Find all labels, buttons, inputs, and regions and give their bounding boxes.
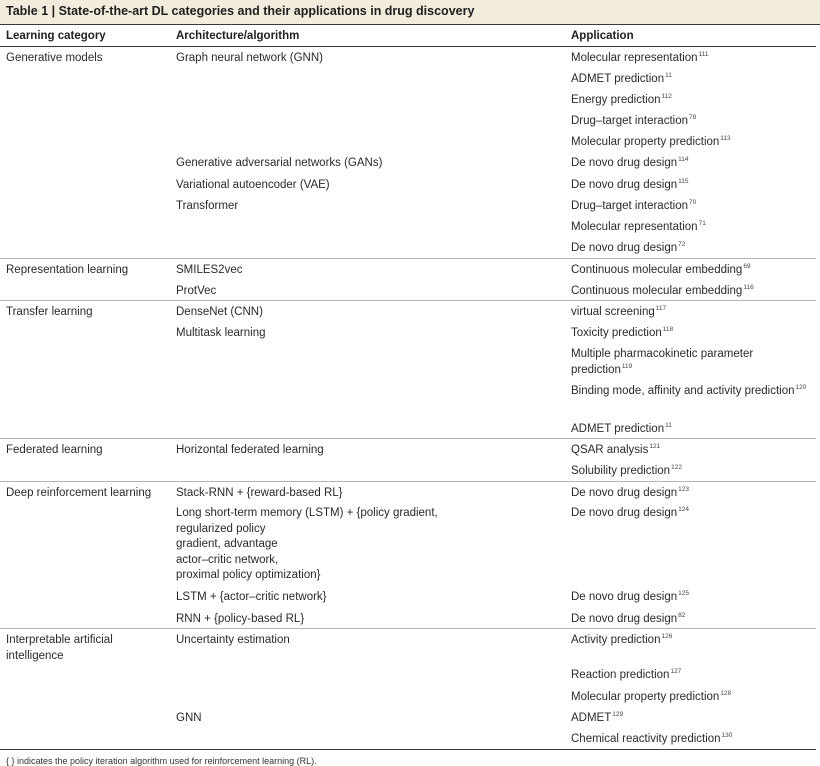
- cell-learning-category: [0, 152, 170, 173]
- table-row: [0, 131, 816, 152]
- cell-application: [565, 258, 816, 279]
- cell-architecture: RNN + {policy-based RL}: [176, 612, 305, 625]
- cell-application: [565, 216, 816, 237]
- reference-superscript: 78: [688, 114, 697, 122]
- cell-learning-category: [0, 343, 170, 380]
- table-row: [0, 707, 816, 728]
- cell-application: [565, 664, 816, 685]
- table-row: [0, 195, 816, 216]
- table-row: [0, 322, 816, 343]
- cell-application: [565, 110, 816, 131]
- cell-learning-category: [0, 322, 170, 343]
- application-text: Reaction prediction: [571, 669, 670, 682]
- cell-application: [565, 460, 816, 481]
- table-row: [0, 586, 816, 607]
- cell-learning-category: Representation learning: [0, 258, 170, 279]
- cell-application: [565, 301, 816, 322]
- table-row: [0, 728, 816, 749]
- cell-learning-category: Interpretable artificial intelligence: [0, 629, 170, 665]
- table-row: [0, 174, 816, 195]
- table-row: [0, 237, 816, 258]
- cell-architecture: [170, 380, 565, 417]
- cell-learning-category: [0, 460, 170, 481]
- application-text: De novo drug design: [571, 242, 678, 255]
- reference-superscript: 125: [678, 590, 689, 598]
- cell-application: [565, 380, 816, 417]
- column-header-learning-category: Learning category: [0, 25, 170, 47]
- table-row: [0, 418, 816, 439]
- cell-learning-category: [0, 89, 170, 110]
- cell-architecture: Long short-term memory (LSTM) + {policy gradient, regularized policy gradient, advantage actor–critic network, proximal policy optimization}: [176, 507, 438, 582]
- cell-architecture: [170, 686, 565, 707]
- table-row: [0, 216, 816, 237]
- table-row: [0, 686, 816, 707]
- cell-architecture: [170, 728, 565, 749]
- application-text: Molecular representation: [571, 52, 698, 64]
- cell-application: [565, 586, 816, 607]
- cell-application: [565, 237, 816, 258]
- application-text: virtual screening: [571, 306, 655, 319]
- cell-learning-category: Generative models: [6, 52, 103, 64]
- header-row: [0, 25, 816, 47]
- cell-architecture: Graph neural network (GNN): [176, 52, 323, 64]
- cell-application: [565, 152, 816, 173]
- cell-application: [565, 686, 816, 707]
- cell-application: [565, 439, 816, 460]
- cell-architecture: [170, 664, 565, 685]
- cell-architecture: Generative adversarial networks (GANs): [176, 157, 383, 170]
- reference-superscript: 117: [655, 305, 667, 313]
- reference-superscript: 128: [720, 689, 732, 697]
- cell-application: [565, 481, 816, 502]
- table-row: [0, 481, 816, 502]
- cell-application: [565, 322, 816, 343]
- table-footnote: { } indicates the policy iteration algorithm used for reinforcement learning (RL).: [6, 756, 317, 766]
- cell-learning-category: [0, 195, 170, 216]
- application-text: Drug–target interaction: [571, 115, 688, 128]
- cell-application: [565, 131, 816, 152]
- application-text: De novo drug design: [571, 486, 678, 499]
- cell-learning-category: [0, 216, 170, 237]
- application-text: Multiple pharmacokinetic parameter prediction: [571, 348, 754, 376]
- column-header-architecture: Architecture/algorithm: [170, 25, 565, 47]
- application-text: Toxicity prediction: [571, 326, 662, 339]
- table-row: [0, 439, 816, 460]
- cell-architecture: Transformer: [176, 199, 239, 212]
- table-row: [0, 110, 816, 131]
- application-text: Continuous molecular embedding: [571, 284, 743, 297]
- table-row: [0, 258, 816, 279]
- application-text: De novo drug design: [571, 507, 678, 520]
- application-text: Drug–target interaction: [571, 199, 688, 212]
- cell-learning-category: Deep reinforcement learning: [0, 481, 170, 502]
- application-text: ADMET: [571, 711, 612, 724]
- reference-superscript: 69: [743, 262, 751, 270]
- reference-superscript: 113: [720, 135, 731, 143]
- application-text: QSAR analysis: [571, 444, 649, 457]
- table-row: [0, 502, 816, 586]
- cell-learning-category: [0, 707, 170, 728]
- column-header-application: Application: [565, 25, 816, 47]
- cell-application: [565, 68, 816, 89]
- reference-superscript: 118: [662, 325, 674, 333]
- cell-application: [565, 608, 816, 629]
- reference-superscript: 115: [678, 177, 689, 185]
- cell-learning-category: [0, 110, 170, 131]
- cell-application: [565, 707, 816, 728]
- reference-superscript: 70: [688, 198, 697, 206]
- application-text: De novo drug design: [571, 178, 678, 191]
- cell-learning-category: [0, 502, 170, 586]
- table-row: [0, 664, 816, 685]
- data-table: [0, 25, 816, 749]
- cell-application: [565, 728, 816, 749]
- application-text: ADMET prediction: [571, 72, 665, 85]
- cell-architecture: Uncertainty estimation: [170, 629, 565, 665]
- application-text: Continuous molecular embedding: [571, 263, 743, 276]
- cell-architecture: [170, 68, 565, 89]
- table-row: [0, 280, 816, 301]
- cell-application: [565, 174, 816, 195]
- application-text: ADMET prediction: [571, 422, 665, 435]
- table-row: [0, 301, 816, 322]
- table-row: [0, 608, 816, 629]
- cell-learning-category: [0, 131, 170, 152]
- cell-learning-category: Federated learning: [0, 439, 170, 460]
- reference-superscript: 11: [665, 421, 672, 429]
- reference-superscript: 127: [670, 668, 682, 676]
- cell-architecture: Stack-RNN + {reward-based RL}: [170, 481, 565, 502]
- table-row: [0, 629, 816, 665]
- table-row: [0, 47, 816, 68]
- application-text: Chemical reactivity prediction: [571, 732, 721, 745]
- cell-learning-category: [0, 664, 170, 685]
- application-text: Molecular property prediction: [571, 690, 720, 703]
- application-text: De novo drug design: [571, 157, 678, 170]
- reference-superscript: 111: [698, 51, 709, 58]
- cell-learning-category: [0, 728, 170, 749]
- cell-architecture: [170, 89, 565, 110]
- reference-superscript: 124: [678, 506, 689, 514]
- cell-architecture: ProtVec: [176, 284, 217, 297]
- cell-architecture: [170, 237, 565, 258]
- application-text: De novo drug design: [571, 591, 678, 604]
- cell-architecture: [170, 216, 565, 237]
- cell-application: [565, 195, 816, 216]
- cell-learning-category: [0, 380, 170, 417]
- cell-application: [565, 280, 816, 301]
- cell-learning-category: [0, 280, 170, 301]
- table-row: [0, 68, 816, 89]
- reference-superscript: 123: [678, 485, 689, 493]
- cell-architecture: Variational autoencoder (VAE): [176, 178, 330, 191]
- cell-learning-category: [0, 418, 170, 439]
- reference-superscript: 126: [661, 633, 673, 641]
- cell-application: [565, 418, 816, 439]
- reference-superscript: 130: [721, 731, 733, 739]
- reference-superscript: 122: [671, 463, 682, 471]
- reference-superscript: 129: [612, 710, 624, 718]
- reference-superscript: 114: [678, 156, 689, 164]
- cell-learning-category: [0, 686, 170, 707]
- cell-learning-category: [0, 68, 170, 89]
- cell-learning-category: [0, 237, 170, 258]
- reference-superscript: 72: [678, 241, 686, 249]
- application-text: Activity prediction: [571, 634, 661, 647]
- cell-architecture: [170, 110, 565, 131]
- table-row: [0, 89, 816, 110]
- cell-application: [565, 629, 816, 665]
- table-body: [0, 47, 816, 750]
- reference-superscript: 121: [649, 443, 661, 451]
- cell-architecture: Horizontal federated learning: [170, 439, 565, 460]
- application-text: De novo drug design: [571, 612, 678, 625]
- cell-application: [565, 47, 816, 68]
- cell-architecture: [170, 460, 565, 481]
- cell-application: [565, 343, 816, 380]
- reference-superscript: 71: [698, 220, 706, 227]
- cell-architecture: Multitask learning: [176, 326, 266, 339]
- cell-architecture: [170, 131, 565, 152]
- cell-architecture: GNN: [176, 711, 202, 724]
- cell-architecture: LSTM + {actor–critic network}: [176, 591, 327, 604]
- application-text: Solubility prediction: [571, 464, 671, 477]
- table-row: [0, 152, 816, 173]
- cell-architecture: SMILES2vec: [170, 258, 565, 279]
- cell-learning-category: [0, 586, 170, 607]
- reference-superscript: 112: [661, 92, 672, 100]
- application-text: Binding mode, affinity and activity prediction: [571, 385, 795, 398]
- cell-learning-category: Transfer learning: [0, 301, 170, 322]
- cell-architecture: DenseNet (CNN): [170, 301, 565, 322]
- reference-superscript: 119: [621, 362, 633, 370]
- cell-learning-category: [0, 608, 170, 629]
- table-row: [0, 343, 816, 380]
- cell-application: [565, 502, 816, 586]
- reference-superscript: 82: [678, 611, 686, 619]
- cell-architecture: [170, 343, 565, 380]
- table-row: [0, 380, 816, 417]
- reference-superscript: 116: [743, 283, 754, 291]
- reference-superscript: 11: [665, 71, 672, 79]
- application-text: Molecular representation: [571, 221, 698, 233]
- cell-architecture: [170, 418, 565, 439]
- reference-superscript: 120: [795, 384, 807, 392]
- cell-learning-category: [0, 174, 170, 195]
- application-text: Molecular property prediction: [571, 136, 720, 149]
- application-text: Energy prediction: [571, 93, 661, 106]
- table-title: Table 1 | State-of-the-art DL categories and their applications in drug discovery: [0, 0, 820, 25]
- cell-application: [565, 89, 816, 110]
- table-row: [0, 460, 816, 481]
